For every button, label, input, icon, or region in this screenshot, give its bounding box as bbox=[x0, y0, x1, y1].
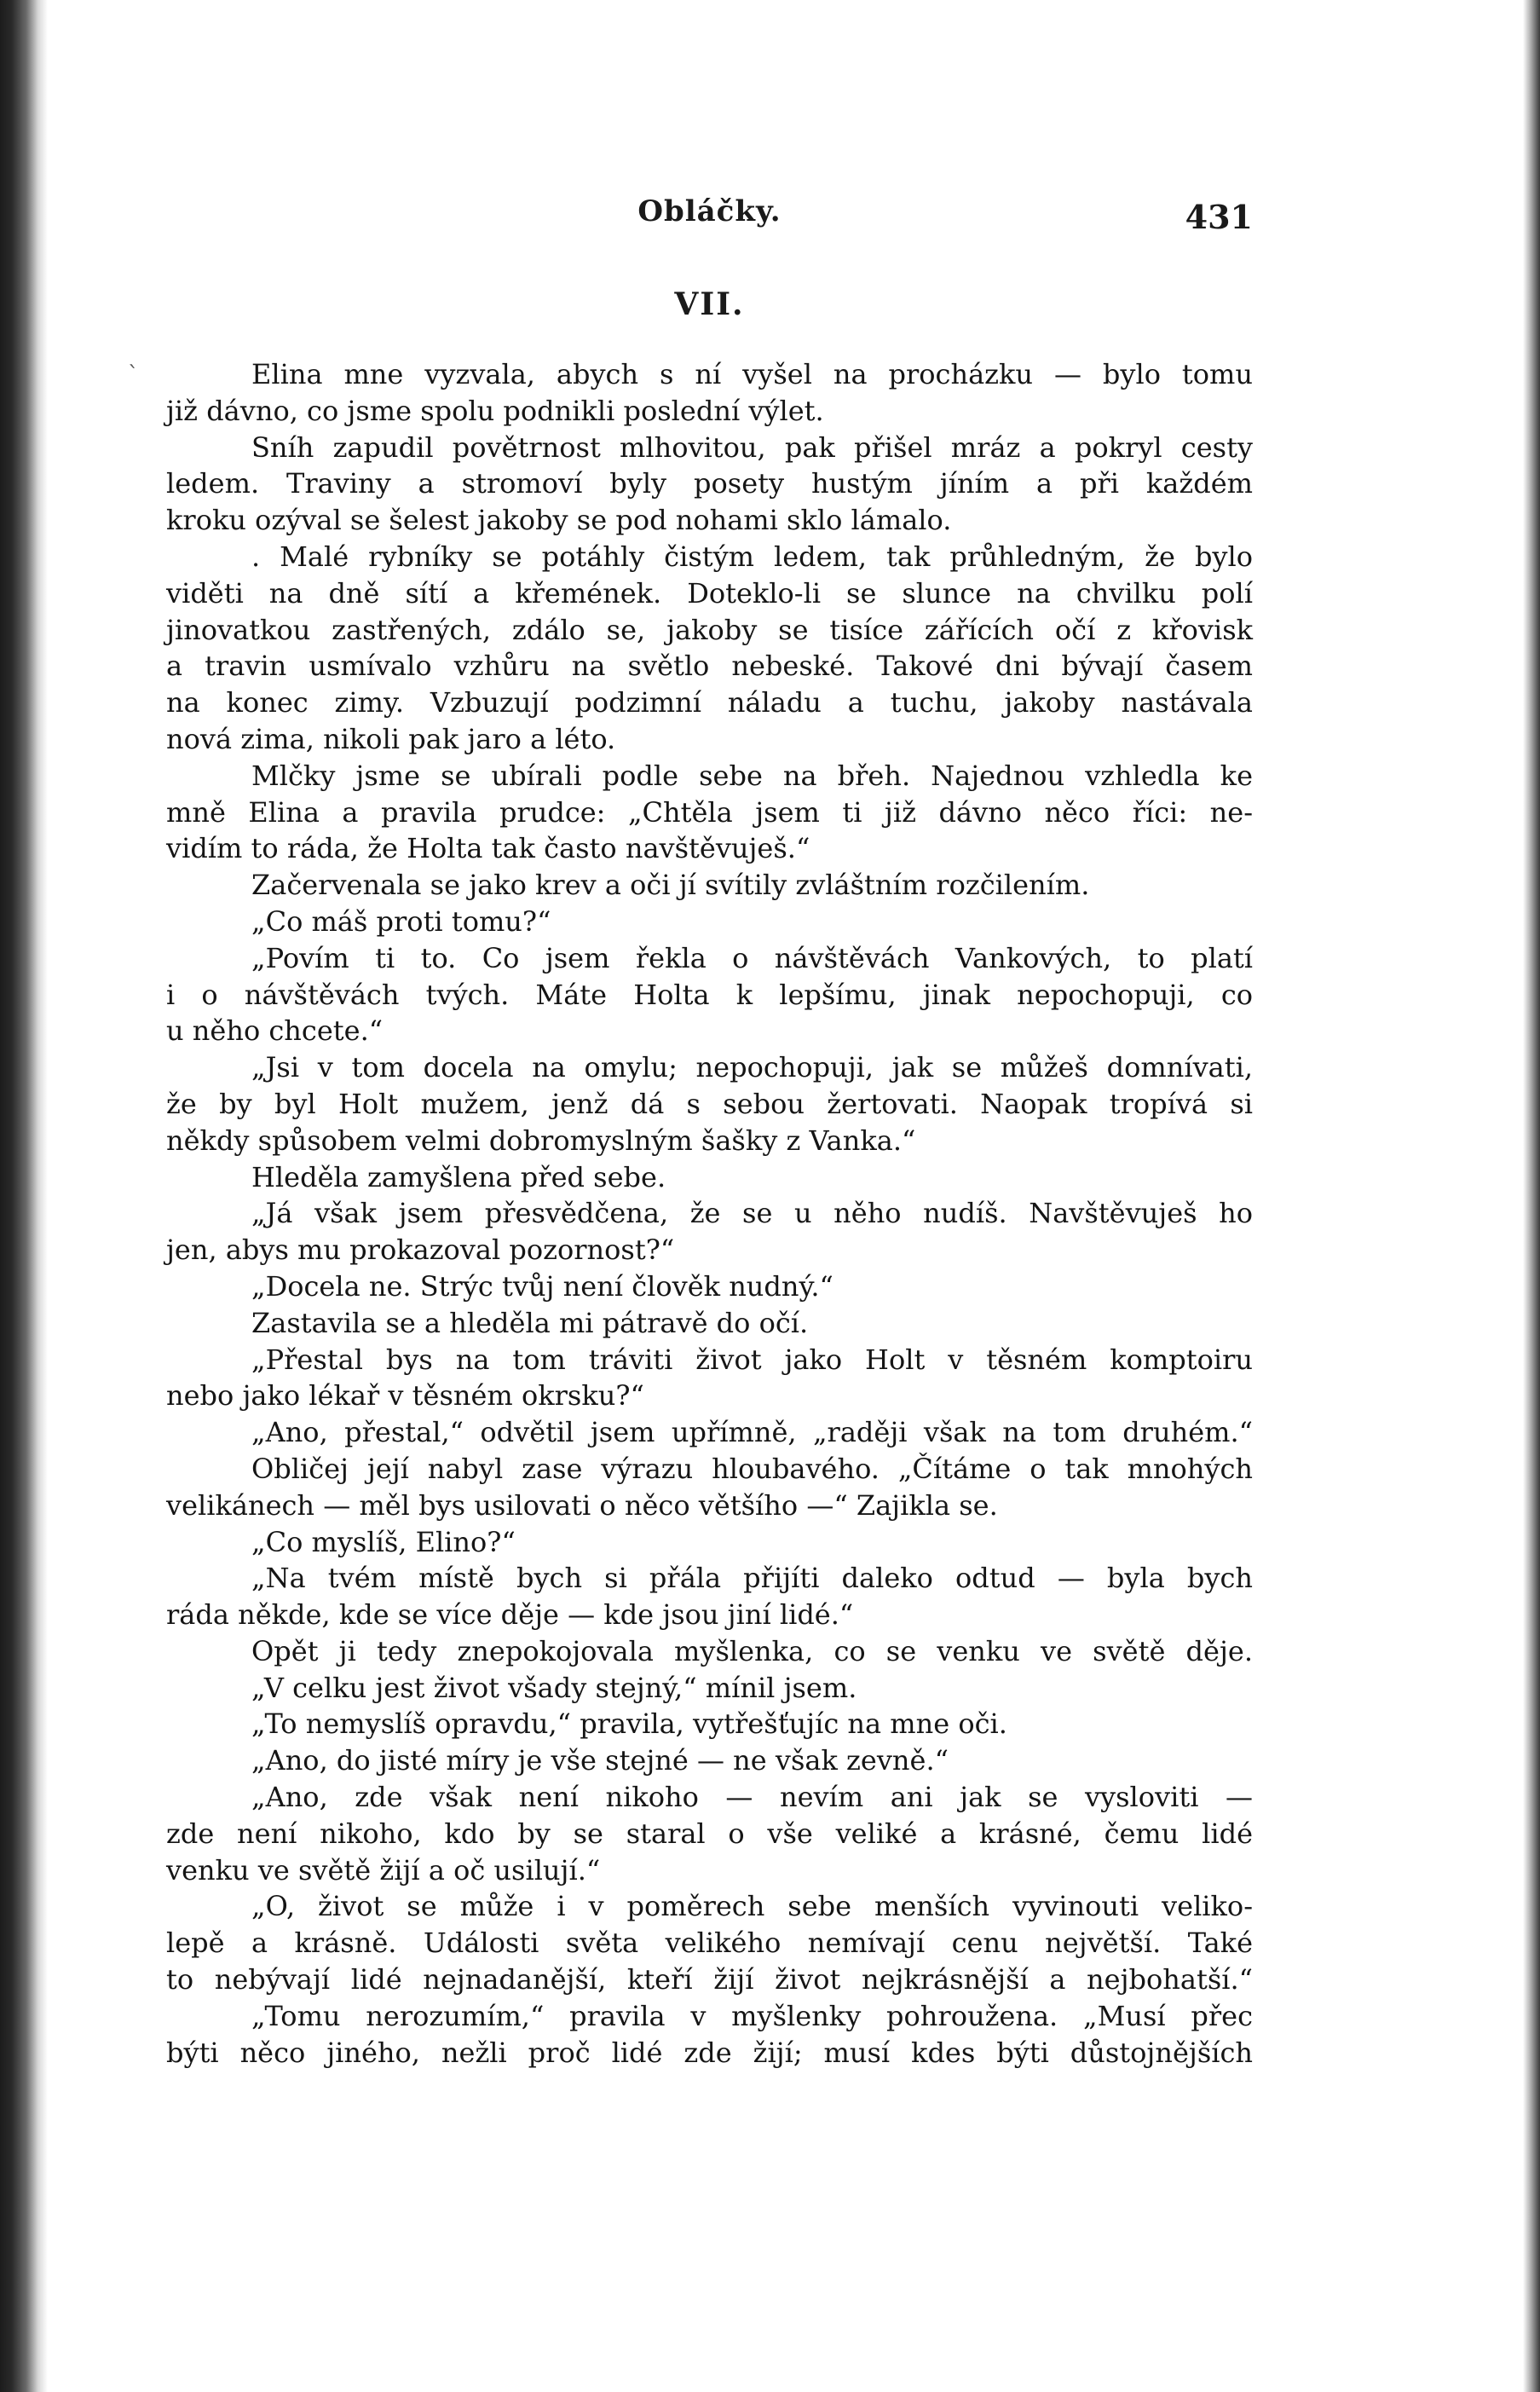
text-line: „Ano, přestal,“ odvětil jsem upřímně, „raději však na tom druhém.“ bbox=[251, 1416, 1253, 1449]
text-line: zde není nikoho, kdo by se staral o vše veliké a krásné, čemu lidé bbox=[166, 1817, 1253, 1850]
text-line: nová zima, nikoli pak jaro a léto. bbox=[166, 722, 616, 755]
text-line: nebo jako lékař v těsném okrsku?“ bbox=[166, 1379, 644, 1413]
text-line: viděti na dně sítí a křemének. Doteklo-li se slunce na chvilku polí bbox=[166, 576, 1253, 610]
text-line: i o návštěvách tvých. Máte Holta k lepšímu, jinak nepochopuji, co bbox=[166, 978, 1253, 1011]
text-line: „Tomu nerozumím,“ pravila v myšlenky pohroužena. „Musí přec bbox=[251, 1999, 1253, 2032]
text-line: Obličej její nabyl zase výrazu hloubavého. „Čítáme o tak mnohých bbox=[251, 1452, 1253, 1485]
text-line: „Docela ne. Strýc tvůj není člověk nudný.“ bbox=[251, 1269, 833, 1303]
text-line: býti něco jiného, nežli proč lidé zde žijí; musí kdes býti důstojnějších bbox=[166, 2036, 1253, 2069]
text-line: že by byl Holt mužem, jenž dá s sebou žertovati. Naopak tropívá si bbox=[166, 1087, 1253, 1120]
scan-binding-shadow bbox=[0, 0, 48, 2392]
text-line: „Co myslíš, Elino?“ bbox=[251, 1525, 516, 1558]
text-line: „Ano, zde však není nikoho — nevím ani jak se vysloviti — bbox=[251, 1781, 1253, 1814]
text-line: „Povím ti to. Co jsem řekla o návštěvách Vankových, to platí bbox=[251, 941, 1253, 974]
text-line: Zastavila se a hleděla mi pátravě do očí. bbox=[251, 1306, 809, 1339]
text-line: mně Elina a pravila prudce: „Chtěla jsem ti již dávno něco říci: ne- bbox=[166, 795, 1253, 829]
text-line: již dávno, co jsme spolu podnikli poslední výlet. bbox=[166, 394, 824, 427]
text-line: „Ano, do jisté míry je vše stejné — ne však zevně.“ bbox=[251, 1744, 949, 1777]
text-line: Začervenala se jako krev a oči jí svítily zvláštním rozčilením. bbox=[251, 869, 1090, 902]
text-line: Hleděla zamyšlena před sebe. bbox=[251, 1160, 666, 1193]
text-line: „To nemyslíš opravdu,“ pravila, vytřešťujíc na mne oči. bbox=[251, 1707, 1007, 1741]
text-line: lepě a krásně. Události světa velikého nemívají cenu největší. Také bbox=[166, 1927, 1253, 1960]
text-line: jen, abys mu prokazoval pozornost?“ bbox=[166, 1234, 675, 1267]
text-line: vidím to ráda, že Holta tak často navštěvuješ.“ bbox=[166, 832, 810, 865]
text-line: Opět ji tedy znepokojovala myšlenka, co se venku ve světě děje. bbox=[251, 1634, 1253, 1667]
text-line: „Co máš proti tomu?“ bbox=[251, 904, 551, 938]
page-number: 431 bbox=[1185, 198, 1253, 236]
body-text bbox=[166, 356, 1253, 2071]
text-line: Elina mne vyzvala, abych s ní vyšel na procházku — bylo tomu bbox=[251, 358, 1253, 390]
text-line: „Na tvém místě bych si přála přijíti daleko odtud — byla bych bbox=[251, 1562, 1253, 1595]
text-line: u něho chcete.“ bbox=[166, 1014, 384, 1048]
text-line: venku ve světě žijí a oč usilují.“ bbox=[166, 1853, 601, 1886]
text-line: velikánech — měl bys usilovati o něco většího —“ Zajikla se. bbox=[166, 1488, 998, 1522]
text-line: to nebývají lidé nejnadanější, kteří žijí život nejkrásnější a nejbohatší.“ bbox=[166, 1963, 1253, 1996]
text-line: někdy spůsobem velmi dobromyslným šašky z Vanka.“ bbox=[166, 1124, 916, 1157]
text-line: a travin usmívalo vzhůru na světlo nebeské. Takové dni bývají časem bbox=[166, 650, 1253, 683]
chapter-heading: VII. bbox=[674, 286, 745, 322]
text-line: ráda někde, kde se více děje — kde jsou jiní lidé.“ bbox=[166, 1598, 854, 1632]
page-header bbox=[166, 194, 1253, 246]
text-line: jinovatkou zastřených, zdálo se, jakoby se tisíce zářících očí z křovisk bbox=[166, 613, 1253, 646]
text-line: Mlčky jsme se ubírali podle sebe na břeh. Najednou vzhledla ke bbox=[251, 759, 1253, 792]
stray-ink-mark: ˋ bbox=[128, 362, 139, 388]
scan-right-edge bbox=[1523, 0, 1540, 2392]
text-line: kroku ozýval se šelest jakoby se pod nohami sklo lámalo. bbox=[166, 504, 952, 537]
text-line: „O, život se může i v poměrech sebe menších vyvinouti veliko- bbox=[251, 1890, 1253, 1923]
text-line: Sníh zapudil povětrnost mlhovitou, pak přišel mráz a pokryl cesty bbox=[251, 430, 1253, 464]
text-line: „Já však jsem přesvědčena, že se u něho nudíš. Navštěvuješ ho bbox=[251, 1197, 1253, 1230]
text-line: „Přestal bys na tom tráviti život jako Holt v těsném komptoiru bbox=[251, 1343, 1253, 1376]
text-line: ledem. Traviny a stromoví byly posety hustým jíním a při každém bbox=[166, 467, 1253, 500]
text-line: „Jsi v tom docela na omylu; nepochopuji, jak se můžeš domnívati, bbox=[251, 1051, 1253, 1084]
text-line: „V celku jest život všady stejný,“ mínil jsem. bbox=[251, 1671, 857, 1704]
text-line: . Malé rybníky se potáhly čistým ledem, tak průhledným, že bylo bbox=[251, 540, 1253, 573]
text-line: na konec zimy. Vzbuzují podzimní náladu a tuchu, jakoby nastávala bbox=[166, 686, 1253, 719]
running-title: Obláčky. bbox=[637, 194, 782, 228]
